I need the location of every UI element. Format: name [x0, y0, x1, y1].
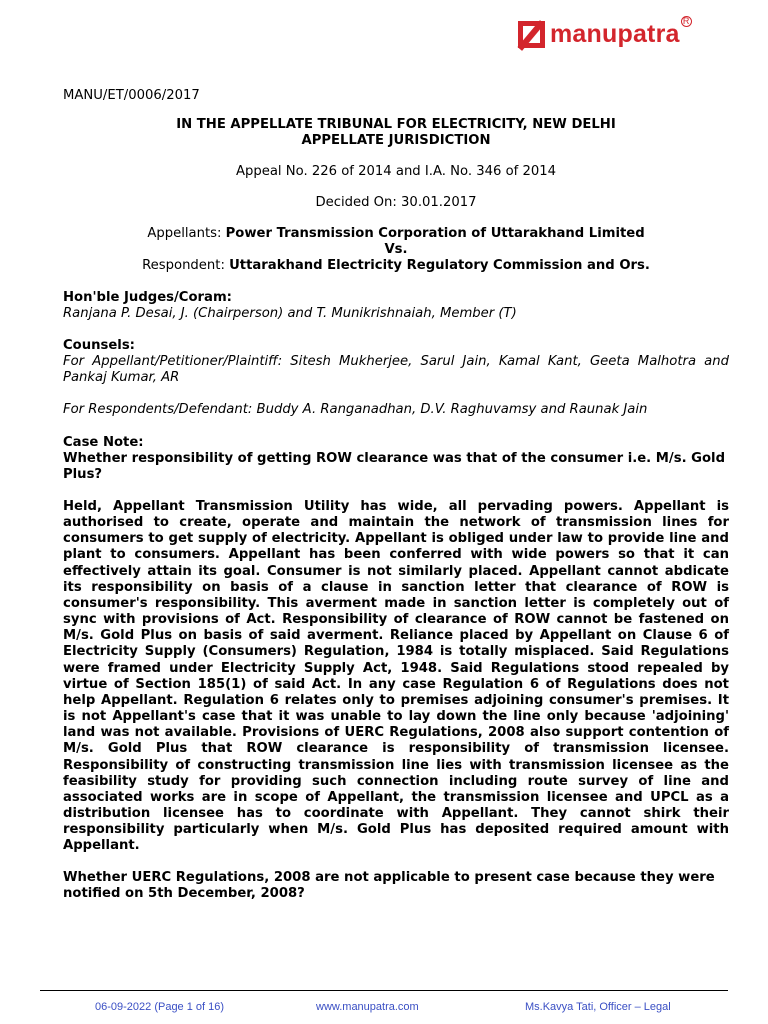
manupatra-logo	[518, 16, 690, 49]
citation: MANU/ET/0006/2017	[63, 88, 200, 103]
held-paragraph: Held, Appellant Transmission Utility has wide, all pervading powers. Appellant is authorised to create, operate and maintain the network of transmission lines for consumers to get supply of electricity. Appellant is obliged under law to provide line and plant to consumers. Appellant has been conferred with wide powers so that it can effectively attain its goal. Consumer is not similarly placed. Appellant cannot abdicate its responsibility on basis of a clause in sanction letter that clearance of ROW is consumer's responsibility. This averment made in sanction letter is completely out of sync with provisions of Act. Responsibility of clearance of ROW cannot be fastened on M/s. Gold Plus on basis of said averment. Reliance placed by Appellant on Clause 6 of Electricity Supply (Consumers) Regulation, 1984 is totally misplaced. Said Regulations were framed under Electricity Supply Act, 1948. Said Regulations stood repealed by virtue of Section 185(1) of said Act. In any case Regulation 6 of Regulations does not help Appellant. Regulation 6 relates only to premises adjoining consumer's premises. It is not Appellant's case that it was unable to lay down the line only because 'adjoining' land was not available. Provisions of UERC Regulations, 2008 also support contention of M/s. Gold Plus that ROW clearance is responsibility of transmission licensee. Responsibility of constructing transmission line lies with transmission licensee as the feasibility study for providing such connection including route survey of line and associated works are in scope of Appellant, the transmission licensee and UPCL as a distribution licensee has to coordinate with Appellant. They cannot shirk their responsibility particularly when M/s. Gold Plus has deposited required amount with Appellant.	[63, 499, 729, 854]
document-body	[63, 88, 729, 902]
court-jurisdiction: APPELLATE JURISDICTION	[301, 133, 491, 148]
appellants-line	[63, 226, 729, 242]
decided-on: Decided On: 30.01.2017	[315, 195, 477, 210]
appellants-name: Power Transmission Corporation of Uttarakhand Limited	[225, 226, 645, 241]
parties	[63, 226, 729, 274]
judges-names: Ranjana P. Desai, J. (Chairperson) and T. Munikrishnaiah, Member (T)	[63, 306, 517, 321]
case-question-1: Whether responsibility of getting ROW clearance was that of the consumer i.e. M/s. Gold Plus?	[63, 451, 726, 482]
judges-section	[63, 290, 729, 322]
respondent-line	[63, 258, 729, 274]
court-heading	[63, 117, 729, 149]
brand-name: manupatra	[550, 20, 680, 48]
counsel-respondent: For Respondents/Defendant: Buddy A. Ranganadhan, D.V. Raghuvamsy and Raunak Jain	[63, 402, 648, 417]
footer-date-page: 06-09-2022 (Page 1 of 16)	[95, 1001, 225, 1013]
footer-website-link[interactable]: www.manupatra.com	[316, 1001, 419, 1013]
respondent-name: Uttarakhand Electricity Regulatory Commission and Ors.	[229, 258, 650, 273]
versus: Vs.	[384, 242, 408, 257]
counsels-section	[63, 338, 729, 418]
counsel-appellant: For Appellant/Petitioner/Plaintiff: Sitesh Mukherjee, Sarul Jain, Kamal Kant, Geeta Malhotra and Pankaj Kumar, AR	[63, 354, 729, 385]
case-question-2: Whether UERC Regulations, 2008 are not applicable to present case because they were notified on 5th December, 2008?	[63, 870, 715, 902]
case-note-heading: Case Note:	[63, 435, 144, 450]
appeal-number: Appeal No. 226 of 2014 and I.A. No. 346 of 2014	[235, 164, 557, 179]
case-note-section	[63, 435, 729, 902]
manupatra-logo-icon	[518, 21, 545, 48]
footer-user: Ms.Kavya Tati, Officer – Legal	[525, 1001, 671, 1013]
counsels-heading: Counsels:	[63, 338, 135, 353]
appellants-label: Appellants:	[147, 226, 226, 241]
judges-heading: Hon'ble Judges/Coram:	[63, 290, 232, 305]
registered-mark-icon: R	[681, 16, 692, 27]
court-name: IN THE APPELLATE TRIBUNAL FOR ELECTRICITY, NEW DELHI	[176, 117, 616, 132]
footer-divider	[40, 990, 728, 991]
respondent-label: Respondent:	[142, 258, 230, 273]
